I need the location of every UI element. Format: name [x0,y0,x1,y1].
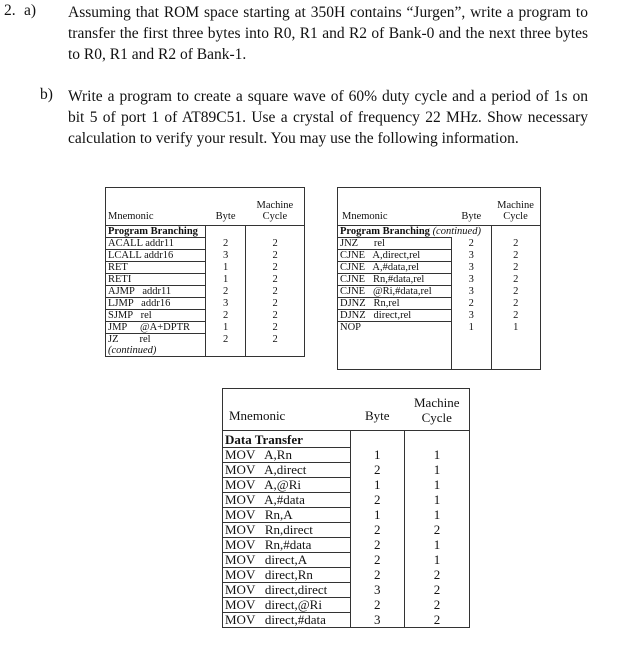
table-row [338,262,541,274]
byte-cell: 2 [205,310,245,322]
cycle-cell: 2 [404,598,469,613]
question-number: 2. [4,2,16,19]
table-header-row [338,188,541,226]
mnemonic-cell: MOV Rn,#data [223,538,351,553]
section-row [106,226,305,238]
mnemonic-cell: JZ rel [106,334,206,346]
header-mnemonic: Mnemonic [108,211,154,222]
spacer-cell [338,333,452,369]
cycle-cell: 2 [491,310,540,322]
byte-cell: 1 [350,448,404,463]
header-mnemonic: Mnemonic [342,211,388,222]
table-row [338,274,541,286]
mnemonic-cell: CJNE A,#data,rel [338,262,452,274]
spacer-cell [246,345,305,357]
table-row [338,310,541,322]
byte-cell: 3 [205,298,245,310]
section-name: Program Branching [340,226,430,237]
table-header-row [106,188,305,226]
mnemonic-cell: NOP [338,322,452,334]
table-row [106,262,305,274]
mnemonic-cell: MOV A,direct [223,463,351,478]
cycle-cell: 1 [404,493,469,508]
table-row [106,238,305,250]
mnemonic-cell: MOV A,#data [223,493,351,508]
mnemonic-cell: LCALL addr16 [106,250,206,262]
mnemonic-cell: AJMP addr11 [106,286,206,298]
cycle-cell: 1 [491,322,540,334]
mnemonic-cell: JMP @A+DPTR [106,322,206,334]
header-byte: Byte [215,211,236,222]
section-title [338,226,492,238]
branching-table-left [105,187,305,357]
cycle-cell: 2 [246,286,305,298]
table-row [223,568,470,583]
mnemonic-cell: MOV direct,direct [223,583,351,598]
table-row [106,250,305,262]
mnemonic-cell: CJNE @Ri,#data,rel [338,286,452,298]
table-row [223,613,470,628]
spacer-cell [491,226,540,238]
table-row [106,298,305,310]
byte-cell: 2 [205,238,245,250]
table-row [106,274,305,286]
byte-cell: 3 [451,262,491,274]
mnemonic-cell: ACALL addr11 [106,238,206,250]
byte-cell: 2 [451,238,491,250]
table-row [338,286,541,298]
cycle-cell: 2 [246,322,305,334]
cycle-cell: 2 [491,262,540,274]
section-note: (continued) [432,226,481,237]
mnemonic-cell: MOV A,Rn [223,448,351,463]
cycle-cell: 2 [491,238,540,250]
cycle-cell: 1 [404,538,469,553]
cycle-cell: 2 [246,310,305,322]
table-row [106,334,305,346]
byte-cell: 3 [451,250,491,262]
header-cycle: Machine Cycle [413,394,460,425]
byte-cell: 2 [350,598,404,613]
spacer-cell [491,333,540,369]
byte-cell: 1 [205,274,245,286]
cycle-cell: 2 [491,274,540,286]
table-row [223,523,470,538]
cycle-cell: 1 [404,448,469,463]
spacer-cell [205,226,245,238]
table-row [223,553,470,568]
byte-cell: 2 [350,538,404,553]
mnemonic-cell: MOV direct,A [223,553,351,568]
table-row [223,508,470,523]
section-row [338,226,541,238]
spacer-cell [451,333,491,369]
byte-cell: 2 [205,286,245,298]
byte-cell: 1 [205,322,245,334]
table-row [106,286,305,298]
mnemonic-cell: JNZ rel [338,238,452,250]
cycle-cell: 1 [404,508,469,523]
mnemonic-cell: DJNZ Rn,rel [338,298,452,310]
byte-cell: 3 [350,583,404,598]
table-row [338,238,541,250]
mnemonic-cell: MOV A,@Ri [223,478,351,493]
mnemonic-cell: MOV direct,Rn [223,568,351,583]
byte-cell: 3 [350,613,404,628]
part-b-text: Write a program to create a square wave of 60% duty cycle and a period of 1s on bit 5 of port 1 of AT89C51. Use a crystal of frequency 22 MHz. Show necessary calculation to verify your result. You may use the following information. [68,88,588,147]
mnemonic-cell: MOV Rn,A [223,508,351,523]
byte-cell: 1 [350,478,404,493]
table-row [223,583,470,598]
table-row [223,598,470,613]
mnemonic-cell: CJNE Rn,#data,rel [338,274,452,286]
table-row [223,493,470,508]
byte-cell: 3 [451,310,491,322]
table-row [223,448,470,463]
mnemonic-cell: MOV direct,@Ri [223,598,351,613]
spacer-cell [246,226,305,238]
byte-cell: 2 [350,523,404,538]
cycle-cell: 2 [491,298,540,310]
cycle-cell: 1 [404,553,469,568]
data-transfer-table [222,388,470,628]
footer-row [106,345,305,357]
spacer-cell [350,431,404,448]
table-row [338,298,541,310]
mnemonic-cell: MOV Rn,direct [223,523,351,538]
mnemonic-cell: RET [106,262,206,274]
mnemonic-cell: CJNE A,direct,rel [338,250,452,262]
byte-cell: 3 [451,286,491,298]
part-b-label: b) [40,86,53,103]
part-a-label: a) [24,2,37,19]
header-mnemonic: Mnemonic [229,407,286,423]
header-byte: Byte [461,211,482,222]
byte-cell: 1 [451,322,491,334]
table-row [223,463,470,478]
cycle-cell: 2 [246,250,305,262]
spacer-cell [205,345,245,357]
cycle-cell: 2 [246,238,305,250]
byte-cell: 2 [350,493,404,508]
byte-cell: 2 [350,553,404,568]
cycle-cell: 2 [246,298,305,310]
mnemonic-cell: DJNZ direct,rel [338,310,452,322]
cycle-cell: 1 [404,463,469,478]
cycle-cell: 2 [246,334,305,346]
cycle-cell: 2 [404,523,469,538]
header-cycle: Machine Cycle [256,200,294,222]
section-row [223,431,470,448]
cycle-cell: 2 [491,286,540,298]
byte-cell: 3 [205,250,245,262]
byte-cell: 2 [205,334,245,346]
cycle-cell: 2 [404,583,469,598]
byte-cell: 1 [350,508,404,523]
part-a-text: Assuming that ROM space starting at 350H contains “Jurgen”, write a program to transfer the first three bytes into R0, R1 and R2 of Bank-0 and the next three bytes to R0, R1 and R2 of Bank-1. [68,4,588,63]
table-row [338,250,541,262]
byte-cell: 2 [451,298,491,310]
section-title: Data Transfer [223,431,351,448]
mnemonic-cell: SJMP rel [106,310,206,322]
cycle-cell: 2 [404,568,469,583]
table-row [223,538,470,553]
header-cycle: Machine Cycle [497,200,534,222]
table-row [223,478,470,493]
continued-note: (continued) [106,345,206,357]
table-row [338,322,541,334]
filler-row [338,333,541,369]
byte-cell: 3 [451,274,491,286]
byte-cell: 1 [205,262,245,274]
branching-table-right [337,187,541,370]
byte-cell: 2 [350,463,404,478]
mnemonic-cell: MOV direct,#data [223,613,351,628]
header-byte: Byte [364,407,390,423]
cycle-cell: 2 [404,613,469,628]
cycle-cell: 1 [404,478,469,493]
cycle-cell: 2 [491,250,540,262]
table-header-row [223,389,470,431]
cycle-cell: 2 [246,274,305,286]
section-title: Program Branching [106,226,206,238]
table-row [106,310,305,322]
mnemonic-cell: LJMP addr16 [106,298,206,310]
table-row [106,322,305,334]
byte-cell: 2 [350,568,404,583]
mnemonic-cell: RETI [106,274,206,286]
spacer-cell [404,431,469,448]
cycle-cell: 2 [246,262,305,274]
